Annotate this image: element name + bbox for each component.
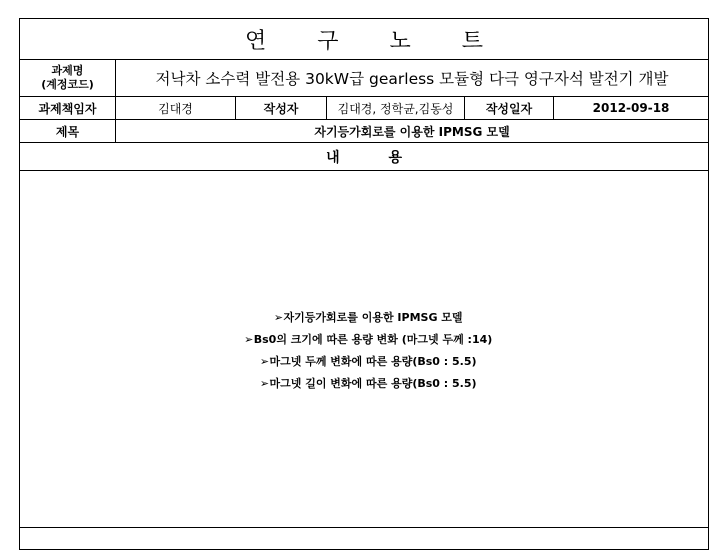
research-note-form xyxy=(19,18,709,550)
footer-row xyxy=(20,528,709,550)
content-heading: 내 용 xyxy=(326,149,424,166)
project-label: 과제명 xyxy=(51,64,84,77)
content-heading-cell xyxy=(20,143,709,171)
account-code-label: (계정코드) xyxy=(41,78,94,91)
content-list xyxy=(20,304,708,395)
note-title: 연 구 노 트 xyxy=(245,28,506,54)
arrow-bullet-icon: ➢ xyxy=(259,376,270,390)
arrow-bullet-icon: ➢ xyxy=(259,354,270,368)
list-item: ➢자기등가회로를 이용한 IPMSG 모델 xyxy=(28,307,708,329)
subject-value: 자기등가회로를 이용한 IPMSG 모델 xyxy=(116,120,709,143)
list-item: ➢마그넷 길이 변화에 따른 용량(Bs0 : 5.5) xyxy=(28,373,708,395)
project-label-cell xyxy=(20,60,116,97)
project-name: 저낙차 소수력 발전용 30kW급 gearless 모듈형 다극 영구자석 발전기 개발 xyxy=(116,60,709,97)
author-label: 작성자 xyxy=(236,97,327,120)
subject-label: 제목 xyxy=(20,120,116,143)
manager-label: 과제책임자 xyxy=(20,97,116,120)
content-body xyxy=(20,171,709,528)
arrow-bullet-icon: ➢ xyxy=(244,332,254,346)
author-value: 김대경, 정학균,김동성 xyxy=(327,97,465,120)
list-item: ➢Bs0의 크기에 따른 용량 변화 (마그넷 두께 :14) xyxy=(28,329,708,351)
arrow-bullet-icon: ➢ xyxy=(273,310,284,324)
manager-value: 김대경 xyxy=(116,97,236,120)
date-value: 2012-09-18 xyxy=(554,97,709,120)
date-label: 작성일자 xyxy=(465,97,554,120)
note-title-cell xyxy=(20,19,709,60)
list-item: ➢마그넷 두께 변화에 따른 용량(Bs0 : 5.5) xyxy=(28,351,708,373)
